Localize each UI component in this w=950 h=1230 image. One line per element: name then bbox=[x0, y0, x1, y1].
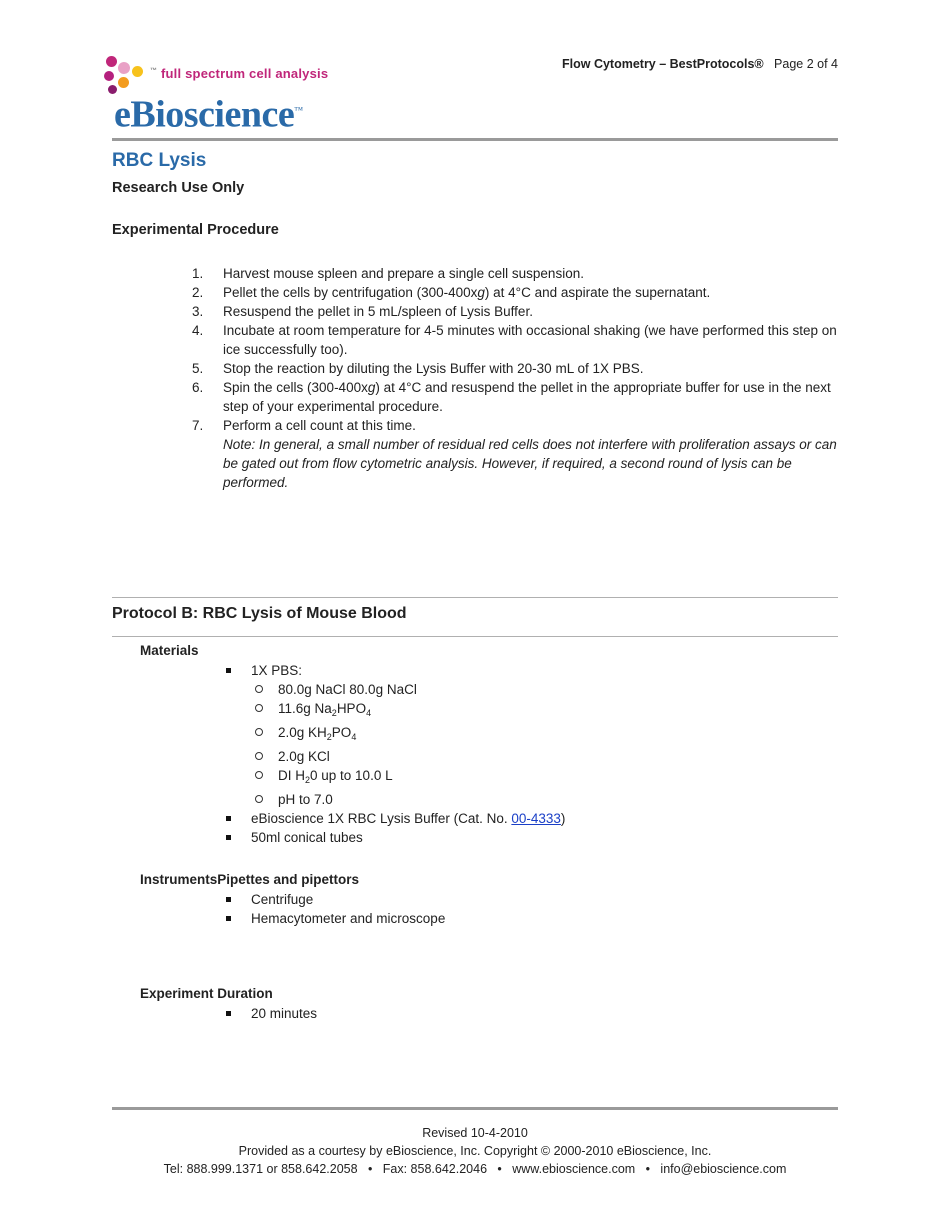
procedure-note: Note: In general, a small number of residual red cells does not interfere with proliferation assays or can be gated out from flow cytometric analysis. However, if required, a second round of lysis can be performed. bbox=[223, 437, 837, 490]
list-item: eBioscience 1X RBC Lysis Buffer (Cat. No. 00-4333) bbox=[224, 809, 824, 828]
list-item: 1X PBS: bbox=[224, 661, 824, 680]
square-bullet-icon bbox=[226, 668, 231, 673]
procedure-steps bbox=[192, 264, 840, 492]
list-item: 80.0g NaCl 80.0g NaCl bbox=[251, 680, 824, 699]
footer-revised: Revised 10-4-2010 bbox=[422, 1126, 528, 1140]
procedure-step: 2. Pellet the cells by centrifugation (300-400xg) at 4°C and aspirate the supernatant. bbox=[192, 285, 711, 300]
duration-heading: Experiment Duration bbox=[140, 986, 273, 1001]
procedure-step: 3. Resuspend the pellet in 5 mL/spleen of Lysis Buffer. bbox=[192, 304, 533, 319]
list-item: pH to 7.0 bbox=[251, 790, 824, 809]
square-bullet-icon bbox=[226, 916, 231, 921]
catalog-link[interactable]: 00-4333 bbox=[511, 811, 561, 826]
research-use-label: Research Use Only bbox=[112, 180, 245, 196]
list-item: 20 minutes bbox=[224, 1004, 824, 1023]
page-footer bbox=[0, 1124, 950, 1178]
list-item: DI $H_20$ up to 10.0 L bbox=[251, 766, 824, 790]
list-item: 2.0g $KH_2PO_4$ bbox=[251, 723, 824, 747]
footer-contact: Tel: 888.999.1371 or 858.642.2058 • Fax: 858.642.2046 • www.ebioscience.com • info@ebioscience.com bbox=[163, 1162, 787, 1176]
square-bullet-icon bbox=[226, 816, 231, 821]
list-item: Hemacytometer and microscope bbox=[224, 909, 824, 928]
logo-tagline: ™ full spectrum cell analysis bbox=[150, 66, 329, 81]
logo-dot bbox=[132, 66, 143, 77]
section-rule bbox=[112, 636, 838, 637]
footer-courtesy: Provided as a courtesy by eBioscience, Inc. Copyright © 2000-2010 eBioscience, Inc. bbox=[238, 1144, 712, 1158]
circle-bullet-icon bbox=[255, 728, 263, 736]
procedure-step: 4. Incubate at room temperature for 4-5 minutes with occasional shaking (we have performed this step on ice successfully too). bbox=[192, 323, 837, 357]
section-rule bbox=[112, 597, 838, 598]
header-doc-title: Flow Cytometry – BestProtocols® Page 2 of 4 bbox=[562, 57, 838, 71]
square-bullet-icon bbox=[226, 897, 231, 902]
pbs-sublist bbox=[224, 680, 824, 809]
protocol-b-heading: Protocol B: RBC Lysis of Mouse Blood bbox=[112, 605, 407, 622]
circle-bullet-icon bbox=[255, 771, 263, 779]
page-title: RBC Lysis bbox=[112, 150, 207, 171]
circle-bullet-icon bbox=[255, 704, 263, 712]
materials-heading: Materials bbox=[140, 643, 199, 658]
list-item: 11.6g $Na_2HPO_4$ bbox=[251, 699, 824, 723]
logo-dot bbox=[118, 62, 130, 74]
ebioscience-logo bbox=[104, 54, 344, 136]
procedure-heading: Experimental Procedure bbox=[112, 222, 279, 238]
page-number: Page 2 of 4 bbox=[774, 57, 838, 71]
materials-list bbox=[224, 661, 824, 847]
list-item: 2.0g KCl bbox=[251, 747, 824, 766]
footer-rule bbox=[112, 1107, 838, 1110]
procedure-step: 6. Spin the cells (300-400xg) at 4°C and resuspend the pellet in the appropriate buffer for use in the next step of your experimental procedure. bbox=[192, 380, 831, 414]
circle-bullet-icon bbox=[255, 685, 263, 693]
instruments-heading: InstrumentsPipettes and pipettors bbox=[140, 872, 360, 887]
logo-dot bbox=[104, 71, 114, 81]
duration-list bbox=[224, 1004, 824, 1023]
square-bullet-icon bbox=[226, 1011, 231, 1016]
circle-bullet-icon bbox=[255, 752, 263, 760]
procedure-step: 5. Stop the reaction by diluting the Lysis Buffer with 20-30 mL of 1X PBS. bbox=[192, 361, 644, 376]
logo-wordmark: eBioscience™ bbox=[114, 93, 303, 136]
logo-dot bbox=[106, 56, 117, 67]
list-item: Centrifuge bbox=[224, 890, 824, 909]
logo-dot bbox=[118, 77, 129, 88]
procedure-step: 1. Harvest mouse spleen and prepare a single cell suspension. bbox=[192, 266, 584, 281]
instruments-list bbox=[224, 890, 824, 928]
header-rule bbox=[112, 138, 838, 141]
list-item: 50ml conical tubes bbox=[224, 828, 824, 847]
circle-bullet-icon bbox=[255, 795, 263, 803]
procedure-step: 7. Perform a cell count at this time. Note: In general, a small number of residual red cells does not interfere with proliferation assays or can be gated out from flow cytometric analysis. However, if required, a second round of lysis can be performed. bbox=[192, 418, 837, 490]
square-bullet-icon bbox=[226, 835, 231, 840]
